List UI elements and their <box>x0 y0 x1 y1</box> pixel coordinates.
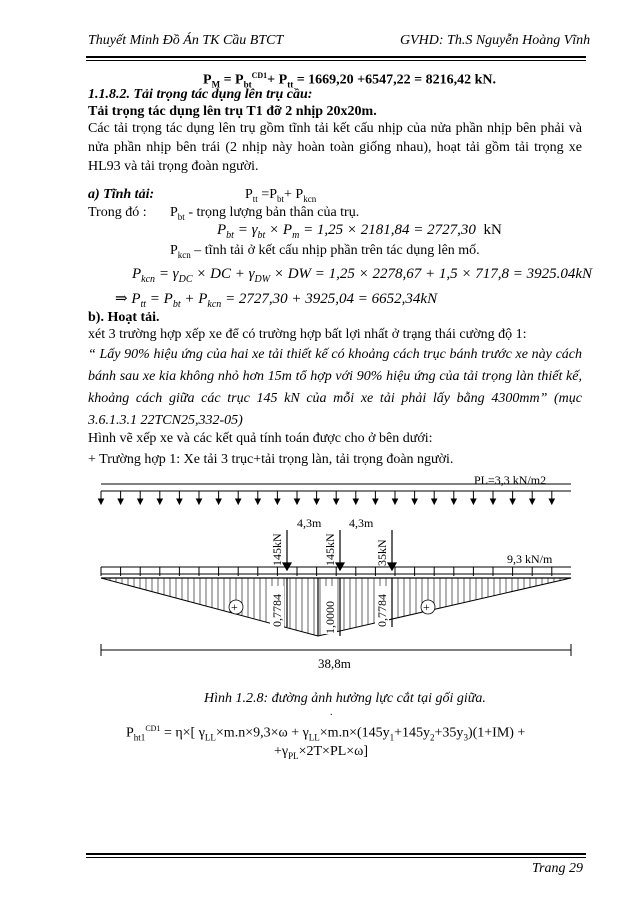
header-right: GVHD: Th.S Nguyễn Hoàng Vĩnh <box>400 33 591 48</box>
subheading: Tải trọng tác dụng lên trụ T1 đỡ 2 nhịp 20x20m. <box>88 104 377 119</box>
spacing-2: 4,3m <box>349 516 374 530</box>
plus-left: + <box>231 600 238 614</box>
figure-intro: Hình vẽ xếp xe và các kết quả tính toán được cho ở bên dưới: <box>88 431 433 446</box>
ordinate-3: 0,7784 <box>375 594 389 627</box>
ordinate-1: 0,7784 <box>270 594 284 627</box>
live-load-label: b). Hoạt tải. <box>88 310 160 325</box>
pkcn-equation: $P_{kcn} = \gamma_{DC}$ × DC + $\gamma_{DW}$ × DW = 1,25 × 2278,67 + 1,5 × 717,8 = 3925.04kN <box>132 266 593 285</box>
axle-2-load: 145kN <box>323 533 337 566</box>
footer-rule <box>86 853 586 855</box>
axle-1-load: 145kN <box>270 533 284 566</box>
page-number: Trang 29 <box>532 861 583 876</box>
intro-paragraph: Các tải trọng tác dụng lên trụ gồm tĩnh tải kết cấu nhịp của nửa phần nhịp bên phải và nửa phần nhịp bên trái (2 nhịp này hoàn toàn giống nhau), hoạt tải gồm tải trọng xe HL93 và tải trọng đoàn người. <box>88 121 582 174</box>
plus-right: + <box>423 600 430 614</box>
ordinate-2: 1,0000 <box>323 601 337 634</box>
live-load-quote: “ Lấy 90% hiệu ứng của hai xe tải thiết kế có khoảng cách trục bánh trước xe này cách bánh sau xe kia không nhỏ hơn 15m tổ hợp với 90% hiệu ứng của tải trọng làn thiết kế, khoảng cách giữa các trục 145 kN của mỗi xe tải phải lấy bằng 4300mm” (mục 3.6.1.3.1 22TCN25,332-05) <box>88 347 582 428</box>
header-left: Thuyết Minh Đồ Án TK Cầu BTCT <box>88 33 284 48</box>
static-load-formula: $P_{tt} =P_{bt}+ P_{kcn}$ <box>245 187 317 204</box>
live-load-intro: xét 3 trường hợp xếp xe để có trường hợp bất lợi nhất ở trạng thái cường độ 1: <box>88 327 527 342</box>
case1-text: + Trường hợp 1: Xe tải 3 trục+tải trọng làn, tải trọng đoàn người. <box>88 452 454 467</box>
section-heading: 1.1.8.2. Tải trọng tác dụng lên trụ cầu: <box>88 87 313 102</box>
lane-load-arrows <box>101 567 552 576</box>
axle-3-load: 35kN <box>375 539 389 566</box>
pbt-desc: $P_{bt}$ - trọng lượng bản thân của trụ. <box>170 205 360 222</box>
pl-label: PL=3,3 kN/m2 <box>474 473 547 487</box>
figure-caption: Hình 1.2.8: đường ảnh hưởng lực cắt tại gối giữa. <box>204 691 486 706</box>
lane-label: 9,3 kN/m <box>507 552 553 566</box>
caption-dot: . <box>330 707 333 718</box>
influence-hatching <box>110 578 566 636</box>
footer-rule-thin <box>86 857 586 858</box>
pbt-equation: $P_{bt} = \gamma_{bt} \times P_m = 1,25 \times 2181,84 = 2727,30$ kN <box>217 222 502 241</box>
pkcn-desc: $P_{kcn}$ – tĩnh tải ở kết cấu nhịp phần trên tác dụng lên mố. <box>170 243 480 260</box>
length-dimension <box>101 644 571 656</box>
pl-load-arrows <box>99 491 555 504</box>
where-label: Trong đó : <box>88 205 147 220</box>
spacing-1: 4,3m <box>297 516 322 530</box>
top-formula: $P_M = P_{bt}^{CD1}+ P_{tt} = 1669,20 +6547,22 = 8216,42$ kN. <box>203 71 497 90</box>
ptt-equation: ⇒ $P_{tt} = P_{bt} + P_{kcn} = 2727,30 + 3925,04 = 6652,34kN$ <box>115 291 438 310</box>
bottom-formula-2: $+\gamma_{PL}\times 2T\times PL\times\omega$] <box>274 744 369 761</box>
length-label: 38,8m <box>318 656 351 671</box>
static-load-label: a) Tĩnh tải: <box>88 187 155 202</box>
bottom-formula-1: $P_{ht1}^{CD1} = \eta\times$[ $\gamma_{LL}\times m.n\times 9,3\times\omega + \gamma_{LL}\times m.n\times(145y_1+145y_2+35y_3)(1+IM)$ + <box>126 724 526 743</box>
